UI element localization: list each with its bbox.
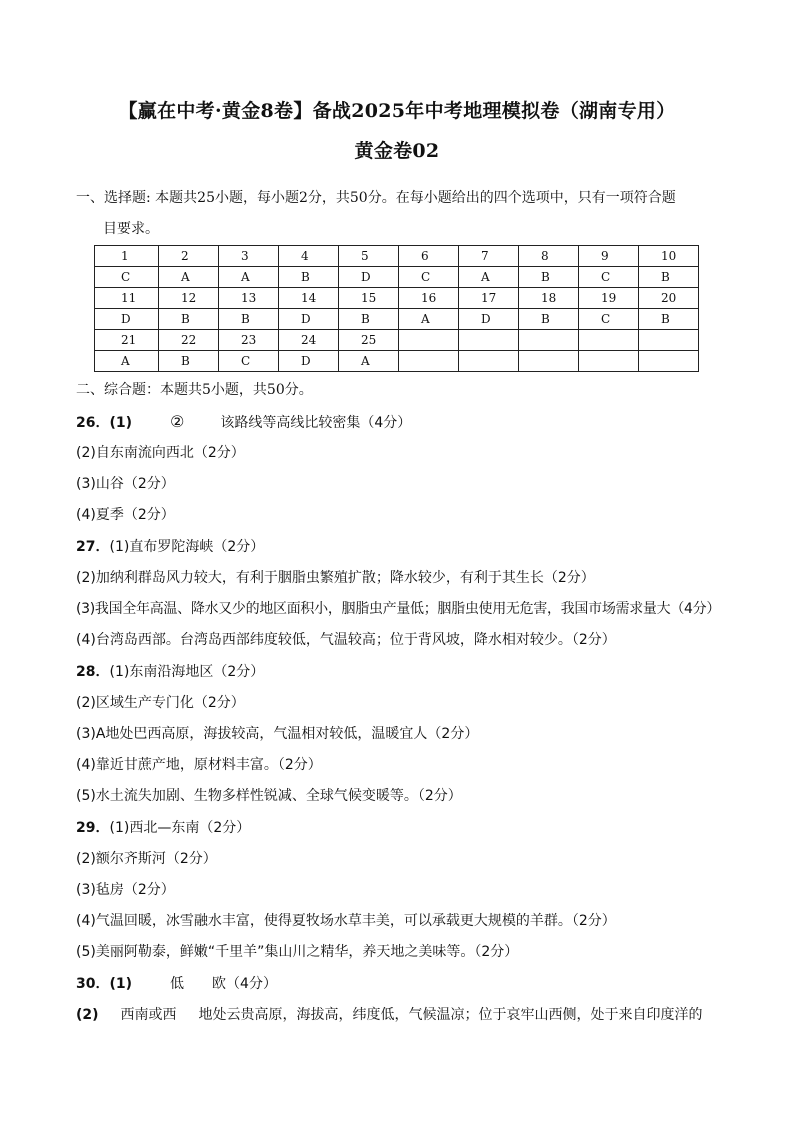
part-label: (1) [109, 415, 133, 431]
answer-table [94, 245, 699, 372]
q30-part2 [76, 1005, 736, 1025]
table-cell: 9 [579, 246, 639, 267]
table-cell: C [399, 267, 459, 288]
question-number: 28． [76, 664, 110, 680]
table-row [95, 246, 699, 267]
table-cell: 2 [159, 246, 219, 267]
table-cell: B [639, 267, 699, 288]
table-cell: B [219, 309, 279, 330]
table-cell: 21 [95, 330, 159, 351]
table-cell: 16 [399, 288, 459, 309]
part-label: (2) [76, 1007, 99, 1023]
table-cell: B [519, 309, 579, 330]
table-cell: C [219, 351, 279, 372]
table-cell: D [339, 267, 399, 288]
question-number: 30． [76, 976, 110, 992]
q28-part1 [76, 662, 736, 682]
table-cell [399, 330, 459, 351]
q26-part3: (3)山谷（2分） [76, 476, 175, 492]
table-row [95, 309, 699, 330]
page-subtitle: 黄金卷02 [354, 140, 440, 162]
table-cell: C [579, 267, 639, 288]
q26-part2: (2)自东南流向西北（2分） [76, 445, 245, 461]
table-cell: A [339, 351, 399, 372]
table-cell: A [459, 267, 519, 288]
question-number: 27． [76, 539, 110, 555]
table-row [95, 288, 699, 309]
table-cell [639, 351, 699, 372]
answer-text: (1)西北—东南（2分） [109, 820, 251, 836]
table-cell: 15 [339, 288, 399, 309]
answer-text: 该路线等高线比较密集（4分） [220, 415, 412, 431]
page-title: 【赢在中考·黄金8卷】备战2025年中考地理模拟卷（湖南专用） [118, 100, 676, 122]
table-cell: 3 [219, 246, 279, 267]
q27-part3: (3)我国全年高温、降水又少的地区面积小，胭脂虫产量低；胭脂虫使用无危害，我国市场需求量大（4分） [76, 601, 721, 617]
answer-blank-2: 欧（4分） [212, 976, 277, 992]
q27-part4: (4)台湾岛西部。台湾岛西部纬度较低，气温较高；位于背风坡，降水相对较少。（2分） [76, 632, 616, 648]
table-cell [459, 330, 519, 351]
question-number: 29． [76, 820, 110, 836]
table-cell: D [279, 309, 339, 330]
table-row [95, 351, 699, 372]
table-cell: C [95, 267, 159, 288]
table-cell: 4 [279, 246, 339, 267]
table-cell [519, 330, 579, 351]
table-cell: 11 [95, 288, 159, 309]
q28-part5: (5)水土流失加剧、生物多样性锐减、全球气候变暖等。（2分） [76, 788, 462, 804]
table-cell: 18 [519, 288, 579, 309]
q29-part3: (3)毡房（2分） [76, 882, 175, 898]
section2-heading: 二、综合题：本题共5小题，共50分。 [76, 382, 313, 398]
part-label: (1) [109, 976, 133, 992]
q30-part1 [76, 974, 736, 994]
table-cell: C [579, 309, 639, 330]
table-cell: 6 [399, 246, 459, 267]
answer-text: (1)东南沿海地区（2分） [109, 664, 265, 680]
table-cell: 23 [219, 330, 279, 351]
answer-text: (1)直布罗陀海峡（2分） [109, 539, 265, 555]
table-cell [399, 351, 459, 372]
answer-blank-1: 低 [170, 976, 185, 992]
table-cell: 14 [279, 288, 339, 309]
table-row [95, 267, 699, 288]
table-cell: 5 [339, 246, 399, 267]
section1-instructions: 一、选择题: 本题共25小题，每小题2分，共50分。在每小题给出的四个选项中，只有一项符合题 [76, 190, 676, 206]
q27-part2: (2)加纳利群岛风力较大，有利于胭脂虫繁殖扩散；降水较少，有利于其生长（2分） [76, 570, 595, 586]
table-cell: 13 [219, 288, 279, 309]
table-cell [639, 330, 699, 351]
q26-part1 [76, 412, 736, 433]
table-cell: B [339, 309, 399, 330]
table-cell: D [459, 309, 519, 330]
table-cell: 10 [639, 246, 699, 267]
table-cell: 24 [279, 330, 339, 351]
q27-part1 [76, 537, 736, 557]
q28-part4: (4)靠近甘蔗产地，原材料丰富。（2分） [76, 757, 322, 773]
q29-part4: (4)气温回暖，冰雪融水丰富，使得夏牧场水草丰美，可以承载更大规模的羊群。（2分） [76, 913, 616, 929]
table-cell: B [519, 267, 579, 288]
question-number: 26． [76, 415, 110, 431]
table-cell: 1 [95, 246, 159, 267]
table-cell: A [399, 309, 459, 330]
q26-part4: (4)夏季（2分） [76, 507, 175, 523]
table-cell: 17 [459, 288, 519, 309]
table-cell [519, 351, 579, 372]
q29-part5: (5)美丽阿勒泰，鲜嫩“千里羊”集山川之精华，养天地之美味等。（2分） [76, 944, 519, 960]
table-cell: B [279, 267, 339, 288]
table-cell: A [219, 267, 279, 288]
table-cell: A [159, 267, 219, 288]
table-cell: 8 [519, 246, 579, 267]
section1-instructions-cont: 目要求。 [103, 221, 159, 237]
table-cell [459, 351, 519, 372]
table-cell: 12 [159, 288, 219, 309]
table-cell: B [159, 351, 219, 372]
table-cell: A [95, 351, 159, 372]
q28-part2: (2)区域生产专门化（2分） [76, 695, 245, 711]
q29-part2: (2)额尔齐斯河（2分） [76, 851, 217, 867]
answer-text: 地处云贵高原，海拔高，纬度低，气候温凉；位于哀牢山西侧，处于来自印度洋的 [198, 1007, 703, 1023]
table-cell: 19 [579, 288, 639, 309]
table-cell: B [159, 309, 219, 330]
table-cell [579, 351, 639, 372]
table-cell: 7 [459, 246, 519, 267]
table-row [95, 330, 699, 351]
table-cell: D [95, 309, 159, 330]
answer-blank-1: 西南或西 [120, 1007, 177, 1023]
table-cell: 20 [639, 288, 699, 309]
table-cell: B [639, 309, 699, 330]
table-cell: 22 [159, 330, 219, 351]
table-cell [579, 330, 639, 351]
q28-part3: (3)A地处巴西高原，海拔较高，气温相对较低，温暖宜人（2分） [76, 726, 479, 742]
answer-choice: ② [170, 412, 185, 431]
table-cell: 25 [339, 330, 399, 351]
table-cell: D [279, 351, 339, 372]
q29-part1 [76, 818, 736, 838]
